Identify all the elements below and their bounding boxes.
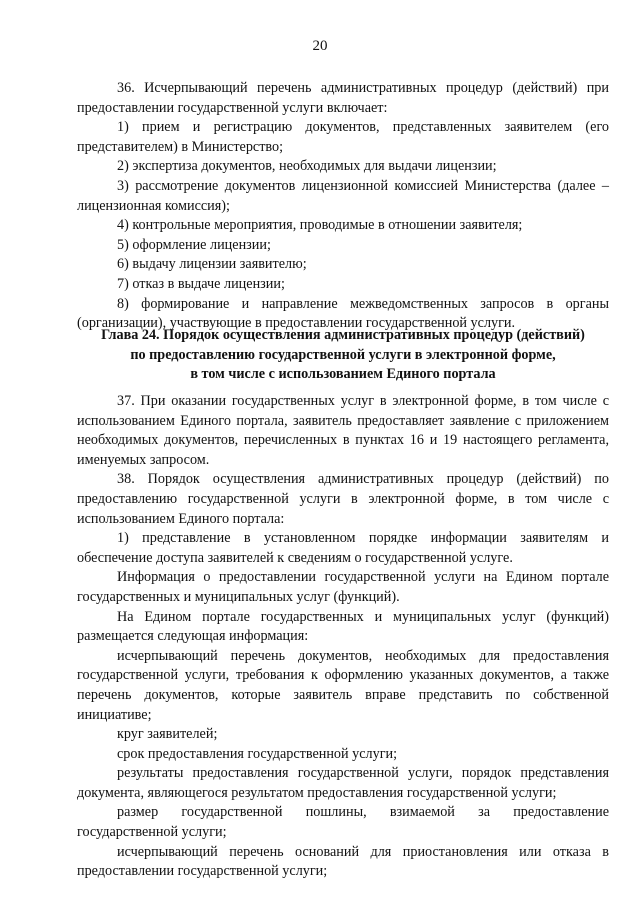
paragraph: 38. Порядок осуществления административных процедур (действий) по предоставлению государственной услуги в электронной форме, в том числе с использованием Единого портала: [77,471,609,527]
list-item: 2) экспертиза документов, необходимых для выдачи лицензии; [117,158,497,175]
list-item: результаты предоставления государственной услуги, порядок представления документа, являющегося результатом предоставления государственной услуги; [77,765,609,801]
chapter-heading [77,326,609,385]
list-item: 1) прием и регистрацию документов, представленных заявителем (его представителем) в Министерство; [77,119,609,155]
section-two [77,392,609,882]
list-item: 6) выдачу лицензии заявителю; [117,256,307,273]
chapter-heading-line: по предоставлению государственной услуги в электронной форме, [130,346,556,363]
list-item: 8) формирование и направление межведомственных запросов в органы (организации), участвующие в предоставлении государственной услуги. [77,295,609,332]
page-number: 20 [312,38,328,54]
paragraph: 37. При оказании государственных услуг в электронной форме, в том числе с использованием Единого портала, заявитель предоставляет заявление с приложением необходимых документов, перечисленных в пунктах 16 и 19 настоящего регламента, именуемых запросом. [77,393,609,468]
chapter-heading-line: Глава 24. Порядок осуществления административных процедур (действий) [101,327,585,343]
list-item: размер государственной пошлины, взимаемой за предоставление государственной услуги; [77,804,609,841]
list-item: 5) оформление лицензии; [117,236,271,253]
list-item: 3) рассмотрение документов лицензионной комиссией Министерства (далее – лицензионная комиссия); [77,177,609,214]
paragraph: Информация о предоставлении государственной услуги на Едином портале государственных и муниципальных услуг (функций). [77,569,609,605]
chapter-heading-line: в том числе с использованием Единого портала [190,366,496,383]
list-item: срок предоставления государственной услуги; [117,745,398,762]
list-item: исчерпывающий перечень оснований для приостановления или отказа в предоставлении государственной услуги; [77,843,609,880]
list-item: 1) представление в установленном порядке информации заявителям и обеспечение доступа заявителей к сведениям о государственной услуге. [77,530,609,566]
list-item: 7) отказ в выдаче лицензии; [117,275,285,292]
paragraph: На Едином портале государственных и муниципальных услуг (функций) размещается следующая информация: [77,608,609,645]
list-item: исчерпывающий перечень документов, необходимых для предоставления государственной услуги, требования к оформлению указанных документов, а также перечень документов, которые заявитель вправе представить по собственной инициативе; [77,647,609,723]
list-item: круг заявителей; [117,726,218,743]
paragraph: 36. Исчерпывающий перечень административных процедур (действий) при предоставлении государственной услуги включает: [77,80,609,116]
list-item: 4) контрольные мероприятия, проводимые в отношении заявителя; [117,217,523,234]
section-one [77,79,609,334]
